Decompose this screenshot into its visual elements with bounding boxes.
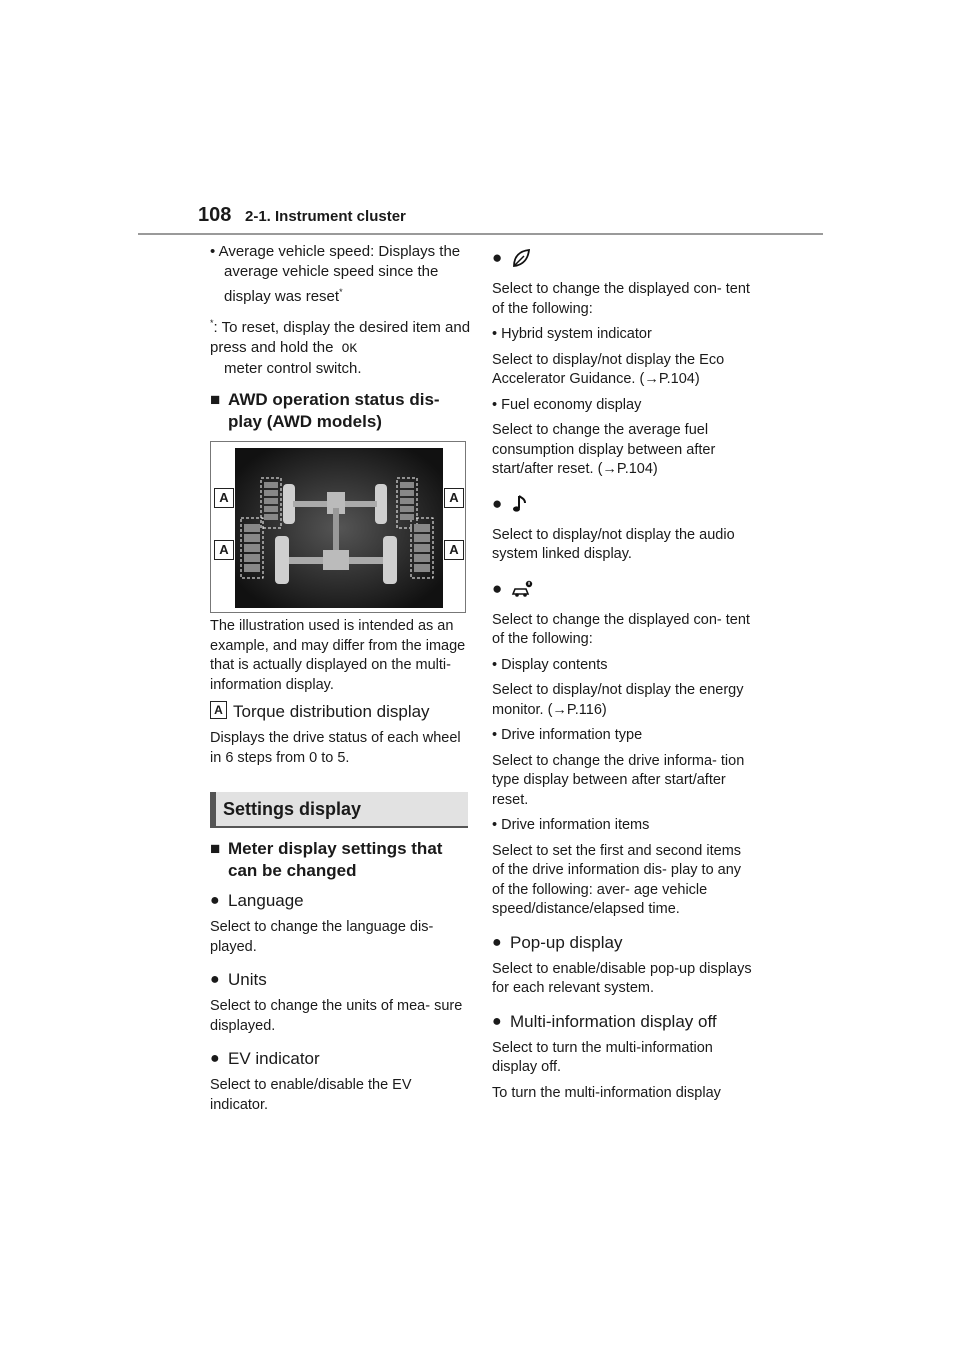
ev-heading: ● EV indicator: [210, 1049, 320, 1068]
callout-a-rear-left: A: [214, 540, 234, 560]
meter-settings-heading: ■ Meter display settings that can be changed: [210, 839, 443, 880]
reset-note: *: To reset, display the desired item and press and hold the OK meter control switch.: [210, 318, 471, 377]
awd-display-screen: [235, 448, 443, 608]
display-contents-item: • Display contents: [492, 656, 754, 676]
callout-a-rear-right: A: [444, 540, 464, 560]
ev-description: Select to enable/disable the EV indicator.: [210, 1077, 412, 1113]
vehicle-description: Select to change the displayed con- tent of the following:: [492, 611, 750, 647]
music-note-icon: [510, 493, 532, 515]
callout-a-key: A: [210, 701, 227, 719]
eco-item-heading: ●: [492, 246, 754, 270]
mid-off-description: Select to turn the multi-information display off.: [492, 1039, 713, 1075]
popup-description: Select to enable/disable pop-up displays for each relevant system.: [492, 960, 752, 996]
settings-section-header: [210, 792, 472, 828]
language-heading: ● Language: [210, 891, 304, 910]
drive-items-item: • Drive information items: [492, 816, 754, 836]
leaf-icon: [510, 247, 532, 269]
vehicle-item-heading: ●: [492, 577, 754, 601]
torque-description: Displays the drive status of each wheel in 6 steps from 0 to 5.: [210, 730, 461, 766]
hybrid-item: • Hybrid system indicator: [492, 325, 754, 345]
audio-item-heading: ●: [492, 492, 754, 516]
mid-off-heading: ● Multi-information display off: [492, 1011, 717, 1031]
illustration-caption: The illustration used is intended as an example, and may differ from the image that is actually displayed on the multi-information display.: [210, 618, 466, 693]
fuel-item: • Fuel economy display: [492, 396, 754, 416]
header-divider: [138, 233, 823, 235]
drivetrain-diagram: [235, 448, 443, 608]
audio-description: Select to display/not display the audio system linked display.: [492, 526, 735, 562]
awd-heading: ■ AWD operation status dis- play (AWD models): [210, 390, 440, 431]
units-description: Select to change the units of mea- sure displayed.: [210, 998, 463, 1034]
ok-switch-label: OK: [341, 341, 358, 356]
drive-items-description: Select to set the first and second items of the drive information dis- play to any of the following: aver- age vehicle speed/distance/elapsed time.: [492, 842, 742, 917]
display-contents-description: Select to display/not display the energy monitor. (→P.116): [492, 682, 744, 718]
eco-description: Select to change the displayed con- tent of the following:: [492, 281, 750, 317]
callout-a-front-left: A: [214, 488, 234, 508]
popup-heading: ● Pop-up display: [492, 932, 623, 952]
fuel-description: Select to change the average fuel consumption display between after start/after reset. (→P.104): [492, 422, 716, 477]
vehicle-info-icon: [510, 578, 534, 600]
awd-illustration: [210, 441, 466, 613]
language-description: Select to change the language dis- played.: [210, 919, 434, 955]
torque-label: A Torque distribution display: [210, 701, 472, 723]
drive-type-description: Select to change the drive informa- tion type display between after start/after reset.: [492, 752, 745, 808]
units-heading: ● Units: [210, 970, 267, 989]
mid-off-note: To turn the multi-information display: [492, 1084, 721, 1101]
settings-title: Settings display: [210, 792, 468, 826]
right-column: [492, 242, 754, 1103]
left-column: [210, 242, 472, 1115]
drive-type-item: • Drive information type: [492, 726, 754, 746]
hybrid-description: Select to display/not display the Eco Accelerator Guidance. (→P.104): [492, 351, 725, 387]
settings-rule: [210, 826, 468, 828]
avg-speed-item: • Average vehicle speed: Displays the average vehicle speed since the display was reset*: [210, 242, 472, 307]
page-number: 108: [198, 204, 232, 226]
chapter-title: 2-1. Instrument cluster: [245, 208, 406, 225]
callout-a-front-right: A: [444, 488, 464, 508]
